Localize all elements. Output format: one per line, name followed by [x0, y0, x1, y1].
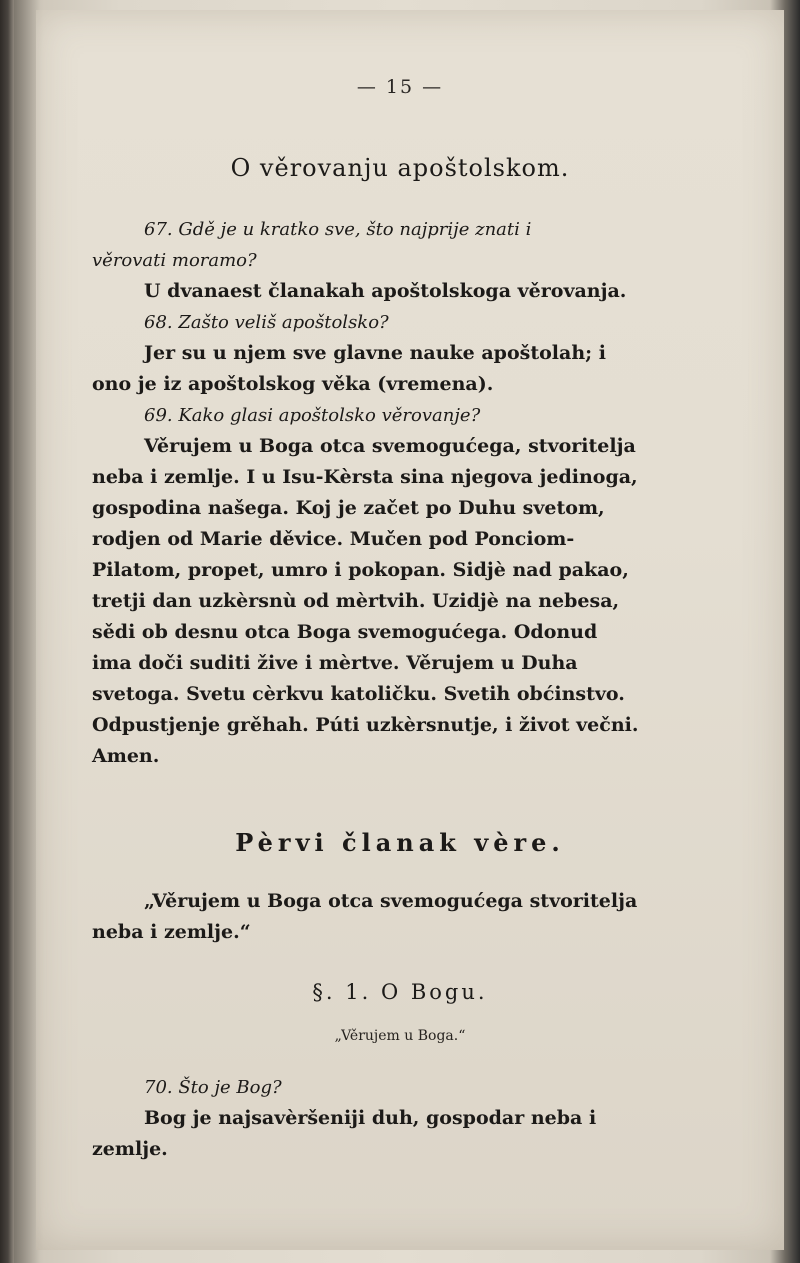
question-69: 69. Kako glasi apoštolsko věrovanje? [144, 405, 481, 426]
answer-69-line-11: Amen. [92, 745, 160, 767]
answer-69-line-9: svetoga. Svetu cèrkvu katoličku. Svetih obćinstvo. [92, 683, 625, 705]
question-70: 70. Što je Bog? [144, 1077, 282, 1098]
book-spine-shadow [14, 0, 44, 1263]
answer-69-line-5: Pilatom, propet, umro i pokopan. Sidjè nad pakao, [92, 559, 629, 581]
answer-70-line-2: zemlje. [92, 1138, 168, 1160]
answer-67: U dvanaest članakah apoštolskoga věrovanja. [144, 280, 627, 302]
section-quote-block [92, 886, 698, 948]
section-heading: Pèrvi članak vère. [235, 828, 565, 857]
question-70-block [92, 1072, 698, 1165]
answer-69-line-3: gospodina našega. Koj je začet po Duhu svetom, [92, 497, 605, 519]
section-quote-line-1: „Věrujem u Boga otca svemogućega stvoritelja [144, 890, 638, 912]
answer-69-line-2: neba i zemlje. I u Isu-Kèrsta sina njegova jedinoga, [92, 466, 638, 488]
answer-69-line-1: Věrujem u Boga otca svemogućega, stvoritelja [144, 435, 636, 457]
question-67-line-1: 67. Gdě je u kratko sve, što najprije znati i [144, 219, 532, 240]
answer-70-line-1: Bog je najsavèršeniji duh, gospodar neba i [144, 1107, 597, 1129]
answer-69-line-7: sědi ob desnu otca Boga svemogućega. Odonud [92, 621, 598, 643]
answer-69-line-8: ima doči suditi žive i mèrtve. Věrujem u Duha [92, 652, 578, 674]
subsection-heading: §. 1. O Bogu. [312, 980, 488, 1004]
answer-68-line-1: Jer su u njem sve glavne nauke apoštolah; i [144, 342, 606, 364]
question-67-line-2: věrovati moramo? [92, 250, 257, 271]
answer-68-line-2: ono je iz apoštolskog věka (vremena). [92, 373, 494, 395]
section-quote-line-2: neba i zemlje.“ [92, 921, 251, 943]
question-67-block [92, 214, 698, 772]
answer-69-line-4: rodjen od Marie děvice. Mučen pod Ponciom- [92, 528, 575, 550]
question-68: 68. Zašto veliš apoštolsko? [144, 312, 389, 333]
page-number: — 15 — [356, 76, 444, 98]
chapter-heading: O věrovanju apoštolskom. [230, 154, 570, 182]
answer-69-line-6: tretji dan uzkèrsnù od mèrtvih. Uzidjè na nebesa, [92, 590, 620, 612]
answer-69-line-10: Odpustjenje grěhah. Púti uzkèrsnutje, i život večni. [92, 714, 639, 736]
subsection-quote: „Věrujem u Boga.“ [334, 1028, 466, 1044]
